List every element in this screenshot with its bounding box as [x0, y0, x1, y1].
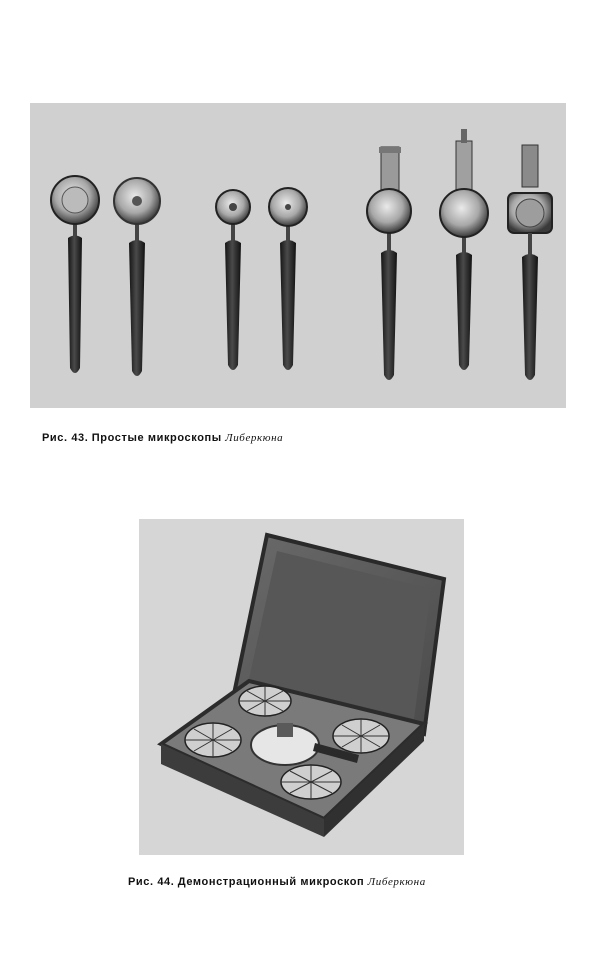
figure-44-photo	[139, 519, 464, 855]
figure-43-photo	[30, 103, 566, 408]
figure-43-title: Простые микроскопы	[91, 432, 222, 444]
figure-43-name: Либеркюна	[225, 432, 284, 444]
figure-44-caption	[128, 876, 426, 888]
figure-43-caption	[42, 432, 283, 444]
figure-44-title: Демонстрационный микроскоп	[177, 876, 365, 888]
figure-43-label: Рис. 43.	[42, 432, 89, 444]
figure-44-label: Рис. 44.	[128, 876, 175, 888]
figure-44-name: Либеркюна	[367, 876, 426, 888]
